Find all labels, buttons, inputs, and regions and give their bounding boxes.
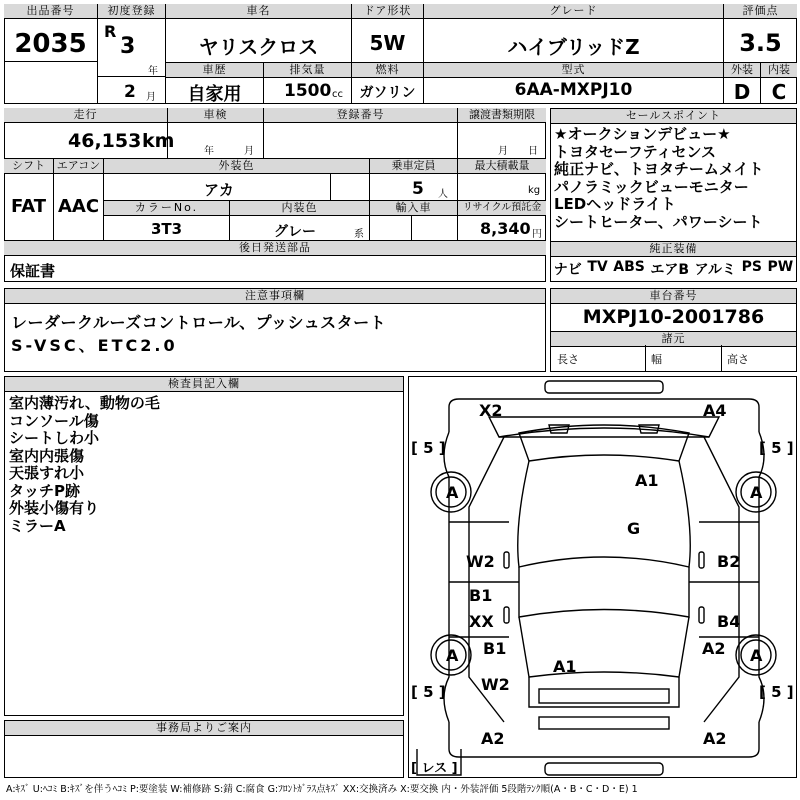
year-unit: 年 bbox=[148, 66, 158, 77]
capacity: 5 bbox=[412, 179, 424, 199]
max-load-label: 最大積載量 bbox=[458, 159, 546, 174]
inspector-label: 検査員記入欄 bbox=[5, 377, 403, 392]
sales-points-block bbox=[550, 108, 797, 282]
later-label: 後日発送部品 bbox=[4, 241, 546, 256]
notes-line: S-VSC、ETC2.0 bbox=[11, 336, 178, 355]
list-item: LEDヘッドライト bbox=[554, 195, 676, 213]
sales-points-list bbox=[551, 124, 796, 231]
list-item: コンソール傷 bbox=[9, 411, 99, 430]
displacement-cell bbox=[264, 62, 352, 104]
office-label: 事務局よりご案内 bbox=[5, 721, 403, 736]
recycle-unit: 円 bbox=[532, 229, 542, 240]
fuel-label: 燃料 bbox=[352, 63, 423, 78]
displacement: 1500 bbox=[284, 81, 332, 101]
list-item: シートヒーター、パワーシート bbox=[554, 212, 763, 231]
fuel: ガソリン bbox=[359, 85, 416, 101]
damage-w2-left: W2 bbox=[466, 552, 495, 571]
transfer-cell bbox=[458, 108, 546, 158]
mileage-cell bbox=[4, 108, 175, 158]
doors: 5W bbox=[369, 31, 406, 55]
chassis-block bbox=[550, 288, 797, 372]
list-item: 室内薄汚れ、動物の毛 bbox=[9, 394, 160, 412]
max-load-cell bbox=[458, 158, 546, 200]
shift-label: シフト bbox=[4, 159, 53, 174]
first-reg-label: 初度登録 bbox=[98, 4, 165, 19]
list-item: ミラーA bbox=[9, 516, 66, 535]
length-label: 長さ bbox=[557, 353, 579, 366]
history-label: 車歴 bbox=[166, 63, 263, 78]
capacity-label: 乗車定員 bbox=[370, 159, 457, 174]
exterior-grade-cell bbox=[724, 62, 761, 104]
damage-b1-lower: B1 bbox=[483, 639, 507, 658]
tread-rear-left: [ 5 ] bbox=[411, 683, 446, 701]
int-color-label: 内装色 bbox=[230, 201, 369, 216]
color-label: 外装色 bbox=[104, 159, 369, 174]
damage-xx: XX bbox=[469, 612, 494, 631]
tire-rear-left: A bbox=[446, 646, 459, 665]
damage-map bbox=[408, 376, 797, 778]
damage-a2-bottom-right: A2 bbox=[703, 729, 727, 748]
grade-label: グレード bbox=[424, 4, 723, 19]
damage-w2-bottom: W2 bbox=[481, 675, 510, 694]
displacement-unit: cc bbox=[332, 89, 343, 100]
list-item: ★オークションデビュー★ bbox=[554, 125, 731, 143]
month-unit: 月 bbox=[146, 92, 156, 103]
list-item: シートしわ小 bbox=[9, 429, 100, 447]
height-label: 高さ bbox=[727, 353, 749, 366]
inspection-label: 車検 bbox=[168, 108, 263, 123]
color: アカ bbox=[204, 181, 234, 199]
mileage: 46,153 bbox=[68, 130, 142, 152]
car-name: ヤリスクロス bbox=[198, 35, 319, 59]
capacity-cell bbox=[370, 158, 458, 200]
list-item: パノラミックビューモニター bbox=[554, 177, 749, 196]
damage-b2: B2 bbox=[717, 552, 741, 571]
notes-block bbox=[4, 288, 546, 372]
doors-cell bbox=[352, 4, 424, 62]
reg-no-label: 登録番号 bbox=[264, 108, 457, 123]
inspector-list bbox=[5, 392, 403, 535]
int-color-cell bbox=[230, 200, 370, 240]
history-cell bbox=[166, 62, 264, 104]
equipment-item: ナビ bbox=[553, 262, 582, 278]
list-item: 外装小傷有り bbox=[9, 499, 100, 517]
transfer-month: 月 bbox=[498, 146, 508, 157]
damage-a1-top: A1 bbox=[635, 471, 659, 490]
exterior-label: 外装 bbox=[724, 63, 760, 78]
list-item: 純正ナビ、トヨタチームメイト bbox=[554, 160, 764, 178]
fuel-cell bbox=[352, 62, 424, 104]
office-block bbox=[4, 720, 404, 778]
notes-label: 注意事項欄 bbox=[5, 289, 545, 304]
tread-rear-right: [ 5 ] bbox=[759, 683, 794, 701]
damage-b1-upper: B1 bbox=[469, 586, 493, 605]
dims-label: 諸元 bbox=[551, 331, 796, 347]
mileage-label: 走行 bbox=[4, 108, 167, 123]
import-label: 輸入車 bbox=[370, 201, 457, 216]
inspection-year: 年 bbox=[204, 146, 214, 157]
capacity-unit: 人 bbox=[438, 189, 448, 200]
equipment-item: ABS bbox=[613, 259, 645, 275]
dims-row bbox=[551, 345, 796, 372]
tread-front-right: [ 5 ] bbox=[759, 439, 794, 457]
lot-number: 2035 bbox=[14, 29, 87, 59]
mileage-unit: km bbox=[142, 130, 175, 152]
history: 自家用 bbox=[187, 84, 242, 105]
lot-label: 出品番号 bbox=[4, 4, 97, 19]
list-item: タッチP跡 bbox=[9, 481, 80, 500]
equipment-label: 純正装備 bbox=[551, 241, 796, 257]
transfer-day: 日 bbox=[528, 146, 538, 157]
damage-a1-bottom: A1 bbox=[553, 657, 577, 676]
tire-front-right: A bbox=[750, 483, 763, 502]
sales-points-label: セールスポイント bbox=[551, 109, 796, 124]
model-cell bbox=[424, 62, 724, 104]
legend: A:ｷｽﾞ U:ﾍｺﾐ B:ｷｽﾞを伴うﾍｺﾐ P:要塗装 W:補修跡 S:錆 C:腐食 G:ﾌﾛﾝﾄｶﾞﾗｽ点ｷｽﾞ XX:交換済み X:要交換 内・外装評価 5段階ﾗﾝｸ順(A・B・C・D・E) 1 bbox=[6, 784, 638, 795]
damage-a2-right: A2 bbox=[702, 639, 726, 658]
damage-b4: B4 bbox=[717, 612, 741, 631]
lot-cell bbox=[4, 4, 98, 104]
displacement-label: 排気量 bbox=[264, 63, 351, 78]
grade: ハイブリッドZ bbox=[507, 35, 640, 59]
notes-line: レーダークルーズコントロール、プッシュスタート bbox=[11, 313, 387, 332]
recycle-cell bbox=[458, 200, 546, 240]
inspector-block bbox=[4, 376, 404, 716]
recycle: 8,340 bbox=[480, 219, 531, 238]
score: 3.5 bbox=[739, 29, 782, 57]
recycle-label: リサイクル預託金 bbox=[458, 201, 546, 216]
score-label: 評価点 bbox=[724, 4, 797, 19]
era: R bbox=[104, 22, 117, 41]
color-no-label: カラーNo. bbox=[104, 201, 229, 216]
chassis-label: 車台番号 bbox=[551, 289, 796, 304]
transfer-label: 譲渡書類期限 bbox=[458, 108, 546, 123]
first-reg-cell bbox=[98, 4, 166, 104]
interior-grade-cell bbox=[761, 62, 797, 104]
color-no-cell bbox=[104, 200, 230, 240]
tread-front-left: [ 5 ] bbox=[411, 439, 446, 457]
damage-x2: X2 bbox=[479, 401, 503, 420]
model: 6AA-MXPJ10 bbox=[514, 80, 633, 100]
exterior-grade: D bbox=[733, 80, 751, 104]
max-load-unit: kg bbox=[528, 185, 541, 196]
damage-a4: A4 bbox=[703, 401, 727, 420]
year-value: 3 bbox=[120, 34, 136, 59]
interior-grade: C bbox=[771, 80, 787, 104]
width-label: 幅 bbox=[651, 353, 662, 366]
doors-label: ドア形状 bbox=[352, 4, 423, 19]
car-name-cell bbox=[166, 4, 352, 62]
import-label-cell bbox=[370, 200, 458, 240]
interior-label: 内装 bbox=[761, 63, 797, 78]
tire-rear-right: A bbox=[750, 646, 763, 665]
list-item: トヨタセーフティセンス bbox=[554, 142, 717, 161]
chassis-number: MXPJ10-2001786 bbox=[582, 306, 765, 328]
reg-no-cell bbox=[264, 108, 458, 158]
later: 保証書 bbox=[10, 262, 56, 280]
inspection-month: 月 bbox=[244, 146, 254, 157]
spare-tire: [ レス ] bbox=[411, 761, 458, 776]
list-item: 天張すれ小 bbox=[9, 464, 85, 482]
equipment-list bbox=[551, 259, 796, 279]
ac: AAC bbox=[57, 196, 100, 217]
color-no: 3T3 bbox=[150, 220, 183, 238]
damage-g: G bbox=[627, 519, 641, 538]
equipment-item: PW bbox=[767, 259, 794, 275]
color-cell bbox=[104, 158, 370, 200]
damage-a2-bottom-left: A2 bbox=[481, 729, 505, 748]
equipment-item: TV bbox=[587, 259, 608, 275]
month-value: 2 bbox=[124, 82, 136, 102]
int-color-unit: 系 bbox=[354, 229, 364, 240]
grade-cell bbox=[424, 4, 724, 62]
later-cell bbox=[4, 240, 546, 282]
ac-label: エアコン bbox=[54, 159, 103, 174]
car-diagram bbox=[409, 377, 797, 778]
int-color: グレー bbox=[274, 224, 316, 240]
equipment-item: PS bbox=[741, 259, 762, 275]
tire-front-left: A bbox=[446, 483, 459, 502]
equipment-item: エアB bbox=[650, 262, 690, 278]
shift: FAT bbox=[10, 196, 47, 217]
score-cell bbox=[724, 4, 797, 62]
inspection-cell bbox=[168, 108, 264, 158]
shift-cell bbox=[4, 158, 54, 240]
equipment-item: アルミ bbox=[694, 262, 737, 278]
list-item: 室内内張傷 bbox=[9, 446, 85, 465]
car-name-label: 車名 bbox=[166, 4, 351, 19]
ac-cell bbox=[54, 158, 104, 240]
model-label: 型式 bbox=[424, 63, 723, 78]
